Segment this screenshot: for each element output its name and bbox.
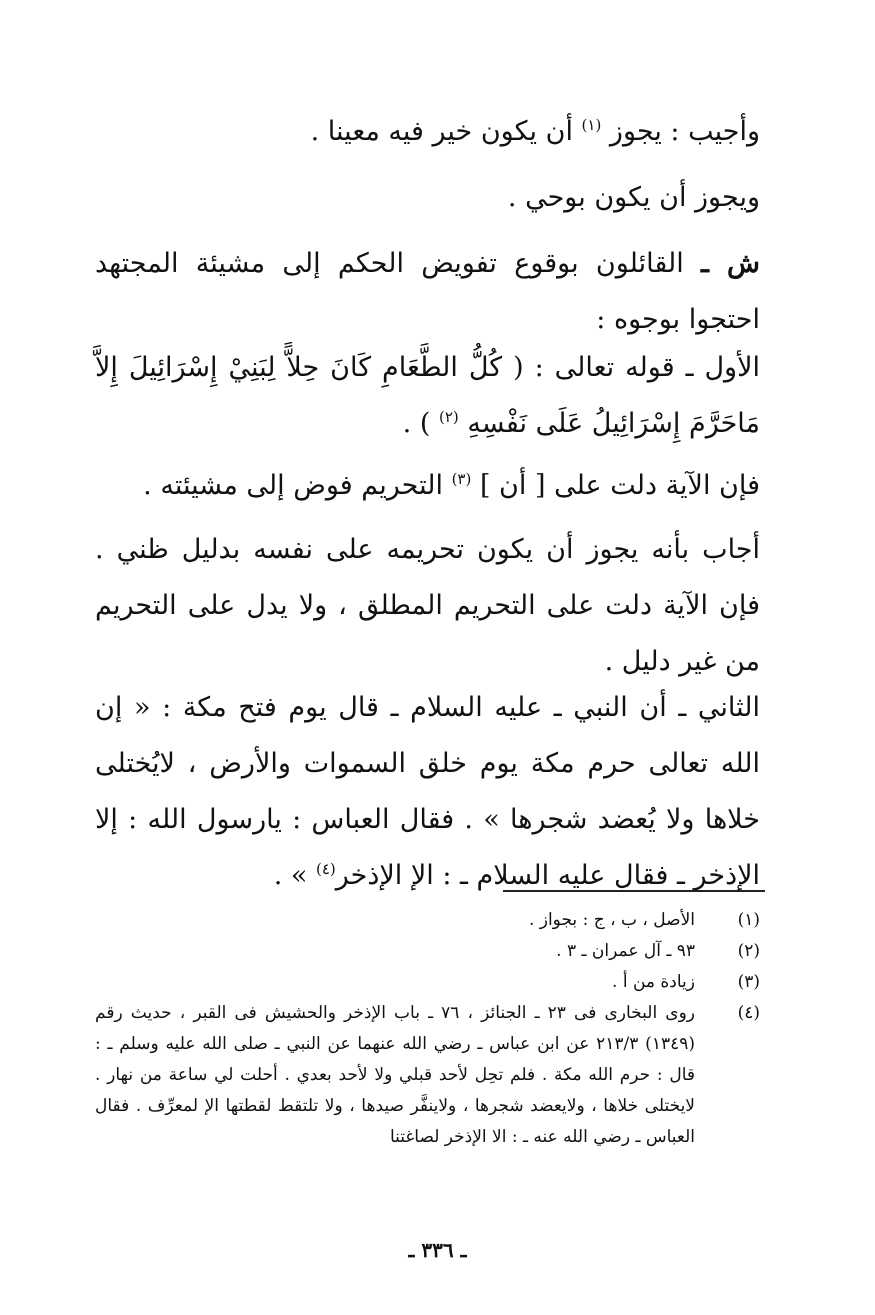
footnote-separator [503,890,765,892]
paragraph-revelation: ويجوز أن يكون بوحي . [507,182,760,213]
paragraph-text: القائلون بوقوع تفويض الحكم إلى مشيئة المجتهد احتجوا بوجوه : [95,248,760,335]
paragraph-reply: أجاب بأنه يجوز أن يكون تحريمه على نفسه بدليل ظني . فإن الآية دلت على التحريم المطلق ، ولا يدل على التحريم من غير دليل . [95,534,760,677]
paragraph-answer [95,104,760,160]
paragraph-text: فإن الآية دلت على [ أن ] [479,470,760,501]
footnote-ref-3[interactable]: (٣) [451,470,472,488]
paragraph-second-argument [95,680,760,904]
page-number: ـ ٣٣٦ ـ [408,1238,467,1262]
quran-verse-text: الأول ـ قوله تعالى : ( كُلُّ الطَّعَامِ كَانَ حِلاًّ لِبَنِيْ إِسْرَائِيلَ إِلاَّ مَاحَرَّمَ إِسْرَائِيلُ عَلَى نَفْسِهِ [95,352,760,439]
paragraph-text: » . [273,860,316,891]
footnote-text: الأصل ، ب ، ج : بجواز . [528,910,695,930]
footnote-item [95,905,760,936]
hadith-text: الثاني ـ أن النبي ـ عليه السلام ـ قال يوم فتح مكة : « إن الله تعالى حرم مكة يوم خلق السموات والأرض ، لايُختلى خلاها ولا يُعضد شجرها » . فقال العباس : يارسول الله : إلا الإذخر ـ فقال عليه السلام ـ : الإ الإذخر [95,692,760,891]
footnote-item [95,936,760,967]
footnote-item [95,967,760,998]
commentary-label: ش ـ [701,248,760,279]
paragraph-text: أن يكون خير فيه معينا . [310,116,582,147]
paragraph-text: ) . [402,408,439,439]
paragraph-first-argument [95,340,760,452]
footnote-text: روى البخارى فى ٢٣ ـ الجنائز ، ٧٦ ـ باب الإذخر والحشيش فى القبر ، حديث رقم (١٣٤٩) ٢١٣/٣ عن ابن عباس ـ رضي الله عنهما عن النبي ـ صلى الله عليه وسلم ـ : قال : حرم الله مكة . فلم تحِل لأحد قبلي ولا لأحد بعدي . أحلت لي ساعة من نهار . لايختلى خلاها ، ولايعضد شجرها ، ولاينفَّر صيدها ، ولا تلتقط لقطتها الإ لمعرِّف . فقال العباس ـ رضي الله عنه ـ : الا الإذخر لصاغتنا [95,1003,696,1147]
paragraph-commentary [95,236,760,348]
paragraph-text: التحريم فوض إلى مشيئته . [143,470,452,501]
footnote-ref-4[interactable]: (٤) [315,860,336,878]
footnote-ref-2[interactable]: (٢) [438,408,459,426]
footnote-text: ٩٣ ـ آل عمران ـ ٣ . [556,941,695,961]
footnote-item [95,998,760,1153]
footnote-number: (١) [737,910,760,930]
footnote-text: زيادة من أ . [612,972,695,992]
footnote-number: (٤) [737,1003,760,1023]
footnote-number: (٣) [737,972,760,992]
paragraph-verse-indication [95,458,760,514]
paragraph-text: وأجيب : يجوز [609,116,760,147]
footnote-ref-1[interactable]: (١) [581,116,602,134]
footnote-number: (٢) [737,941,760,961]
footnotes-list [95,905,760,1153]
